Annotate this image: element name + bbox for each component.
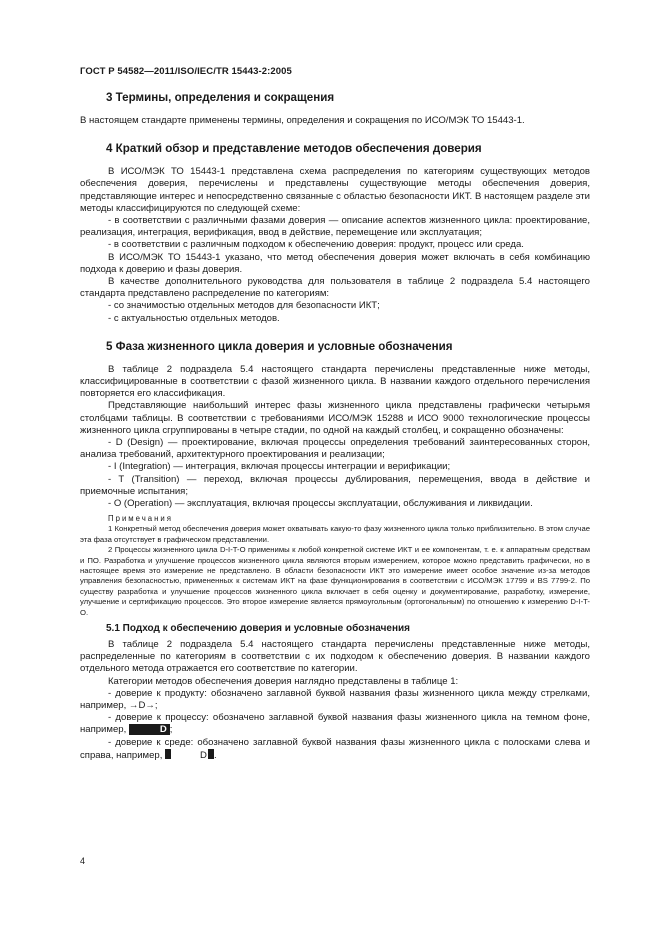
process-assurance-item: - доверие к процессу: обозначено заглавной буквой названия фазы жизненного цикла на темном фоне, например, D ; (80, 712, 590, 736)
section-5-title: 5 Фаза жизненного цикла доверия и условные обозначения (106, 339, 453, 353)
section-4-paragraph: В ИСО/МЭК ТО 15443-1 представлена схема распределения по категориям существующих методов обеспечения доверия, перечислены и представлены существующие методы обеспечения доверия, представляющие интерес и непосредственно связанные с областью безопасности ИКТ. В настоящем разделе эти методы классифицируются по следующей схеме: (80, 166, 590, 214)
environment-assurance-text: - доверие к среде: обозначено заглавной буквой названия фазы жизненного цикла с полосками слева и справа, например, (80, 736, 590, 761)
section-4-list-item: - с актуальностью отдельных методов. (108, 312, 280, 324)
section-5-1-paragraph: Категории методов обеспечения доверия наглядно представлены в таблице 1: (108, 675, 459, 687)
section-3-paragraph: В настоящем стандарте применены термины, определения и сокращения по ИСО/МЭК ТО 15443-1. (80, 115, 525, 126)
process-assurance-example: D (129, 724, 170, 735)
section-5-paragraph: Представляющие наибольший интерес фазы жизненного цикла представлены графически четырьмя столбцами таблицы. В соответствии с требованиями ИСО/МЭК 15288 и ИСО 9000 технологические процессы жизненного цикла сгруппированы в четыре стадии, по одной на каждый столбец, и сокращенно обозначены: (80, 400, 590, 436)
note-1: 1 Конкретный метод обеспечения доверия может охватывать какую-то фазу жизненного цикла только приблизительно. В этом случае эта фаза отсутствует в графическом представлении. (80, 524, 590, 544)
process-assurance-text: - доверие к процессу: обозначено заглавной буквой названия фазы жизненного цикла на темном фоне, например, (80, 712, 590, 736)
section-4-list-item: - в соответствии с различным подходом к обеспечению доверия: продукт, процесс или среда. (108, 239, 524, 251)
product-assurance-text: - доверие к продукту: обозначено заглавной буквой названия фазы жизненного цикла между стрелками, например, (80, 687, 590, 711)
section-5-1-title: 5.1 Подход к обеспечению доверия и условные обозначения (106, 622, 410, 634)
environment-assurance-item: - доверие к среде: обозначено заглавной буквой названия фазы жизненного цикла с полосками слева и справа, например, D . (80, 736, 590, 761)
product-assurance-example: →D→; (128, 699, 158, 711)
section-5-list-item: - T (Transition) — переход, включая процессы дублирования, перемещения, ввода в действие и приемочные испытания; (80, 473, 590, 497)
notes-title: Примечания (108, 514, 174, 524)
section-4-list-item: - в соответствии с различными фазами доверия — описание аспектов жизненного цикла: проектирование, реализация, интеграция, верификация, ввод в действие, перемещение или эксплуатация; (80, 215, 590, 239)
section-5-list-item: - D (Design) — проектирование, включая процессы определения требований заинтересованных сторон, анализа требований, архитектурного проектирования и реализации; (80, 437, 590, 461)
section-5-1-paragraph: В таблице 2 подраздела 5.4 настоящего стандарта перечислены представленные ниже методы, распределенные по категориям в соответствии с их подходом к обеспечению доверия. В названии каждого отдельного метода отражается его соответствие по категории. (80, 638, 590, 675)
section-4-paragraph: В ИСО/МЭК ТО 15443-1 указано, что метод обеспечения доверия может включать в себя комбинацию подхода к доверию и фазы доверия. (80, 251, 590, 275)
section-5-paragraph: В таблице 2 подраздела 5.4 настоящего стандарта перечислены представленные ниже методы, классифицированные в соответствии с фазой жизненного цикла. В названии каждого отдельного перечисления повторяется его классификация. (80, 363, 590, 400)
environment-assurance-example: D (200, 749, 207, 761)
document-header: ГОСТ Р 54582—2011/ISO/IEC/TR 15443-2:2005 (80, 66, 292, 77)
section-5-list-item: - O (Operation) — эксплуатация, включая процессы эксплуатации, обслуживания и ликвидации. (108, 498, 533, 510)
document-body (80, 90, 590, 762)
section-3-title: 3 Термины, определения и сокращения (106, 91, 335, 104)
section-5-list-item: - I (Integration) — интеграция, включая процессы интеграции и верификации; (108, 461, 451, 473)
product-assurance-item (80, 688, 590, 712)
note-2: 2 Процессы жизненного цикла D-I-T-O применимы к любой конкретной системе ИКТ и ее компонентам, т. е. к аппаратным средствам и ПО. Разработка и улучшение процессов жизненного цикла являются вторым измерением, которое можно представить графически, но в настоящее время это измерение не представлено. В области безопасности ИКТ это измерение имеет особое значение из-за методов управления безопасностью, примененных к системам ИКТ на фазе функционирования в соответствии с ИСО/МЭК 17799 и BS 7799-2. По существу разработка и улучшение процессов жизненного цикла включает в себя оценку и документирование, разработку, измерение, улучшение и сертификацию процессов. Это второе измерение является прямоугольным (ортогональным) по отношению к измерению D-I-T-O. (80, 545, 590, 617)
right-bar-icon (208, 749, 214, 759)
section-4-list-item: - со значимостью отдельных методов для безопасности ИКТ; (108, 300, 380, 312)
section-4-paragraph: В качестве дополнительного руководства для пользователя в таблице 2 подраздела 5.4 настоящего стандарта представлено распределение по категориям: (80, 276, 590, 300)
page-number: 4 (80, 856, 86, 866)
section-4-title: 4 Краткий обзор и представление методов обеспечения доверия (106, 142, 482, 156)
